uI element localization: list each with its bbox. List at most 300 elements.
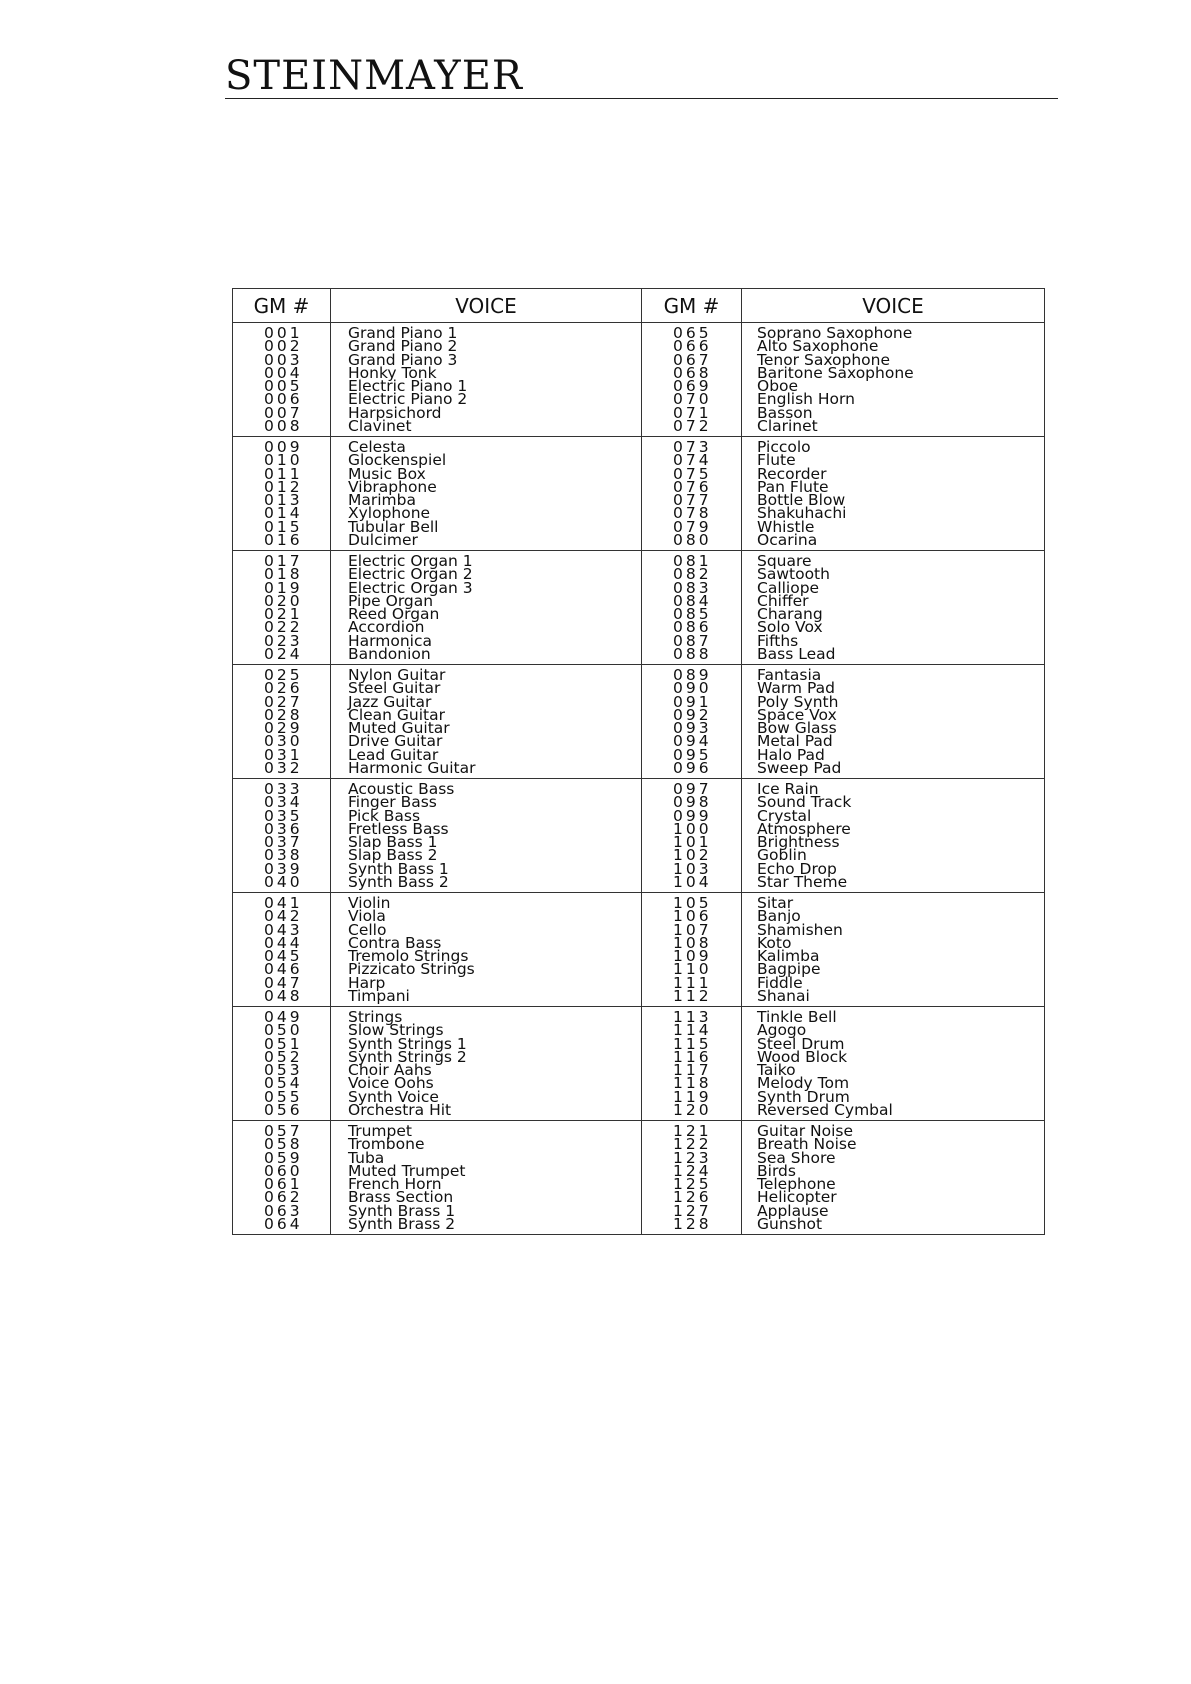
gm-number: 025 — [264, 666, 303, 684]
gm-number: 092 — [673, 705, 712, 724]
voice-name: Sweep Pad — [757, 759, 842, 778]
gm-number: 004 — [264, 363, 303, 382]
voice-name: Oboe — [757, 377, 799, 396]
gm-number: 110 — [673, 960, 712, 979]
gm-number: 108 — [673, 933, 712, 952]
gm-number: 050 — [264, 1021, 303, 1040]
voice-name: Sitar — [757, 894, 794, 912]
voice-name: Echo Drop — [757, 859, 837, 878]
voice-list-right — [742, 437, 1045, 551]
voice-name: Synth Strings 2 — [348, 1047, 467, 1066]
gm-number: 038 — [264, 846, 303, 865]
voice-name: Muted Trumpet — [348, 1161, 466, 1180]
gm-number: 079 — [673, 517, 712, 536]
gm-number: 094 — [673, 732, 712, 751]
voice-name: Goblin — [757, 846, 807, 865]
gm-number: 030 — [264, 732, 303, 751]
voice-name: Tubular Bell — [348, 517, 439, 536]
gm-number: 035 — [264, 806, 303, 825]
voice-name: Shakuhachi — [757, 504, 847, 523]
gm-number-list-left — [233, 665, 331, 779]
voice-name: Slow Strings — [348, 1021, 444, 1040]
voice-list-left — [331, 893, 642, 1007]
voice-name: Chiffer — [757, 591, 809, 610]
voice-name: Ice Rain — [757, 780, 819, 798]
gm-number: 105 — [673, 894, 712, 912]
header-voice-left: VOICE — [331, 289, 642, 323]
gm-number: 100 — [673, 819, 712, 838]
gm-number: 101 — [673, 833, 712, 852]
voice-name: Cello — [348, 920, 387, 939]
gm-number: 063 — [264, 1201, 303, 1220]
voice-name: Banjo — [757, 907, 801, 926]
voice-name: Helicopter — [757, 1188, 837, 1207]
gm-number: 104 — [673, 873, 712, 892]
voice-name: French Horn — [348, 1175, 442, 1194]
gm-number-list-right — [642, 779, 742, 893]
voice-name: Fretless Bass — [348, 819, 449, 838]
voice-name: Contra Bass — [348, 933, 442, 952]
gm-number: 026 — [264, 679, 303, 698]
voice-name: Calliope — [757, 578, 820, 597]
gm-number: 076 — [673, 477, 712, 496]
voice-name: Grand Piano 3 — [348, 350, 458, 369]
voice-name: Kalimba — [757, 947, 820, 966]
voice-name: Agogo — [757, 1021, 807, 1040]
gm-number: 081 — [673, 552, 712, 570]
voice-list-right — [742, 1007, 1045, 1121]
voice-name: Bandonion — [348, 645, 431, 664]
voice-name: Breath Noise — [757, 1135, 857, 1154]
voice-name: Electric Organ 2 — [348, 565, 473, 584]
gm-number: 023 — [264, 631, 303, 650]
gm-number: 010 — [264, 451, 303, 470]
voice-name: Dulcimer — [348, 531, 418, 550]
gm-number: 120 — [673, 1101, 712, 1120]
gm-number-list-left — [233, 323, 331, 437]
gm-number: 051 — [264, 1034, 303, 1053]
gm-number: 049 — [264, 1008, 303, 1026]
voice-name: Tenor Saxophone — [757, 350, 890, 369]
gm-number: 033 — [264, 780, 303, 798]
gm-number: 029 — [264, 719, 303, 738]
voice-name: Harpsichord — [348, 403, 442, 422]
voice-list-left — [331, 551, 642, 665]
voice-name: Timpani — [348, 987, 410, 1006]
table-row — [233, 551, 1045, 665]
gm-number: 065 — [673, 324, 712, 342]
gm-number: 096 — [673, 759, 712, 778]
gm-number: 016 — [264, 531, 303, 550]
voice-name: Grand Piano 1 — [348, 324, 458, 342]
gm-number: 044 — [264, 933, 303, 952]
gm-number-list-right — [642, 437, 742, 551]
voice-name: Glockenspiel — [348, 451, 447, 470]
gm-number: 022 — [264, 618, 303, 637]
gm-number: 119 — [673, 1087, 712, 1106]
gm-number: 102 — [673, 846, 712, 865]
gm-number: 107 — [673, 920, 712, 939]
gm-number: 069 — [673, 377, 712, 396]
voice-name: Viola — [348, 907, 386, 926]
gm-number: 054 — [264, 1074, 303, 1093]
gm-number: 098 — [673, 793, 712, 812]
voice-name: Violin — [348, 894, 391, 912]
voice-name: Bass Lead — [757, 645, 836, 664]
header-gm-number-right: GM # — [642, 289, 742, 323]
gm-number: 067 — [673, 350, 712, 369]
voice-name: Choir Aahs — [348, 1061, 432, 1080]
gm-number: 059 — [264, 1148, 303, 1167]
gm-number: 095 — [673, 745, 712, 764]
voice-name: Alto Saxophone — [757, 337, 879, 356]
gm-number: 060 — [264, 1161, 303, 1180]
gm-number-list-right — [642, 1007, 742, 1121]
gm-number: 037 — [264, 833, 303, 852]
voice-name: Muted Guitar — [348, 719, 450, 738]
voice-name: Synth Brass 1 — [348, 1201, 456, 1220]
voice-name: Sound Track — [757, 793, 852, 812]
gm-number: 075 — [673, 464, 712, 483]
gm-number-list-left — [233, 437, 331, 551]
gm-number: 006 — [264, 390, 303, 409]
table-row — [233, 893, 1045, 1007]
voice-name: Clavinet — [348, 417, 412, 436]
gm-number: 041 — [264, 894, 303, 912]
gm-number: 089 — [673, 666, 712, 684]
voice-name: Pizzicato Strings — [348, 960, 475, 979]
voice-name: Steel Drum — [757, 1034, 845, 1053]
gm-number: 002 — [264, 337, 303, 356]
voice-name: Orchestra Hit — [348, 1101, 452, 1120]
voice-name: Xylophone — [348, 504, 431, 523]
gm-number: 114 — [673, 1021, 712, 1040]
header-gm-number-left: GM # — [233, 289, 331, 323]
gm-number: 001 — [264, 324, 303, 342]
gm-number: 121 — [673, 1122, 712, 1140]
gm-number: 083 — [673, 578, 712, 597]
gm-number: 066 — [673, 337, 712, 356]
table-row — [233, 665, 1045, 779]
voice-name: Bow Glass — [757, 719, 837, 738]
gm-number: 020 — [264, 591, 303, 610]
voice-name: Tremolo Strings — [348, 947, 469, 966]
voice-name: Strings — [348, 1008, 403, 1026]
gm-number: 015 — [264, 517, 303, 536]
gm-number: 007 — [264, 403, 303, 422]
gm-number-list-right — [642, 665, 742, 779]
voice-name: Metal Pad — [757, 732, 833, 751]
voice-name: Harmonica — [348, 631, 432, 650]
gm-number: 127 — [673, 1201, 712, 1220]
voice-list-left — [331, 323, 642, 437]
gm-number: 045 — [264, 947, 303, 966]
gm-number: 012 — [264, 477, 303, 496]
gm-number: 126 — [673, 1188, 712, 1207]
gm-number: 032 — [264, 759, 303, 778]
gm-number: 036 — [264, 819, 303, 838]
voice-list-left — [331, 1007, 642, 1121]
voice-list-right — [742, 323, 1045, 437]
voice-name: Bottle Blow — [757, 491, 846, 510]
gm-number: 068 — [673, 363, 712, 382]
voice-name: Pan Flute — [757, 477, 829, 496]
voice-name: Space Vox — [757, 705, 837, 724]
gm-number: 116 — [673, 1047, 712, 1066]
gm-number: 047 — [264, 973, 303, 992]
gm-number: 031 — [264, 745, 303, 764]
voice-name: Guitar Noise — [757, 1122, 854, 1140]
table-row — [233, 437, 1045, 551]
gm-number: 003 — [264, 350, 303, 369]
voice-list-left — [331, 779, 642, 893]
gm-number: 071 — [673, 403, 712, 422]
header-divider — [225, 98, 1058, 99]
voice-list-right — [742, 779, 1045, 893]
gm-voice-table — [232, 288, 1045, 1235]
voice-name: Reed Organ — [348, 605, 440, 624]
header-voice-right: VOICE — [742, 289, 1045, 323]
gm-number: 112 — [673, 987, 712, 1006]
voice-name: Trombone — [348, 1135, 425, 1154]
voice-name: Synth Bass 1 — [348, 859, 449, 878]
voice-name: Vibraphone — [348, 477, 437, 496]
voice-name: Electric Piano 2 — [348, 390, 468, 409]
gm-number: 106 — [673, 907, 712, 926]
gm-number: 048 — [264, 987, 303, 1006]
voice-name: Shamishen — [757, 920, 843, 939]
voice-name: Brass Section — [348, 1188, 454, 1207]
voice-name: Electric Organ 1 — [348, 552, 473, 570]
gm-number: 118 — [673, 1074, 712, 1093]
voice-name: Marimba — [348, 491, 416, 510]
gm-number: 008 — [264, 417, 303, 436]
gm-number: 064 — [264, 1215, 303, 1234]
voice-name: Shanai — [757, 987, 810, 1006]
gm-number: 062 — [264, 1188, 303, 1207]
table-row — [233, 323, 1045, 437]
voice-name: Charang — [757, 605, 823, 624]
voice-name: Slap Bass 1 — [348, 833, 438, 852]
voice-name: Gunshot — [757, 1215, 823, 1234]
gm-number: 027 — [264, 692, 303, 711]
gm-number: 052 — [264, 1047, 303, 1066]
gm-number: 093 — [673, 719, 712, 738]
voice-name: Fantasia — [757, 666, 822, 684]
gm-number: 099 — [673, 806, 712, 825]
gm-number: 057 — [264, 1122, 303, 1140]
gm-number: 123 — [673, 1148, 712, 1167]
gm-number: 078 — [673, 504, 712, 523]
gm-number: 046 — [264, 960, 303, 979]
gm-number-list-left — [233, 551, 331, 665]
gm-number: 021 — [264, 605, 303, 624]
voice-name: Music Box — [348, 464, 426, 483]
gm-number: 040 — [264, 873, 303, 892]
gm-number: 072 — [673, 417, 712, 436]
table-row — [233, 779, 1045, 893]
voice-name: Synth Bass 2 — [348, 873, 449, 892]
voice-name: Crystal — [757, 806, 812, 825]
gm-number: 091 — [673, 692, 712, 711]
voice-name: Synth Strings 1 — [348, 1034, 467, 1053]
voice-name: Jazz Guitar — [348, 692, 432, 711]
voice-name: Nylon Guitar — [348, 666, 446, 684]
voice-name: Harmonic Guitar — [348, 759, 476, 778]
table-body — [233, 323, 1045, 1235]
voice-name: Acoustic Bass — [348, 780, 455, 798]
gm-number: 113 — [673, 1008, 712, 1026]
gm-number-list-left — [233, 1007, 331, 1121]
gm-number: 117 — [673, 1061, 712, 1080]
voice-name: Sea Shore — [757, 1148, 836, 1167]
gm-number: 061 — [264, 1175, 303, 1194]
table-row — [233, 1007, 1045, 1121]
gm-number: 097 — [673, 780, 712, 798]
gm-number: 055 — [264, 1087, 303, 1106]
gm-number: 056 — [264, 1101, 303, 1120]
voice-name: Pick Bass — [348, 806, 421, 825]
voice-name: Fifths — [757, 631, 799, 650]
voice-name: Lead Guitar — [348, 745, 439, 764]
voice-name: Wood Block — [757, 1047, 848, 1066]
table-header-row — [233, 289, 1045, 323]
gm-number: 086 — [673, 618, 712, 637]
gm-number: 053 — [264, 1061, 303, 1080]
voice-name: Drive Guitar — [348, 732, 443, 751]
gm-number: 013 — [264, 491, 303, 510]
gm-number: 087 — [673, 631, 712, 650]
voice-name: Tuba — [348, 1148, 385, 1167]
gm-number: 009 — [264, 438, 303, 456]
gm-number: 103 — [673, 859, 712, 878]
voice-name: Piccolo — [757, 438, 811, 456]
voice-list-left — [331, 665, 642, 779]
voice-name: Steel Guitar — [348, 679, 441, 698]
voice-name: Grand Piano 2 — [348, 337, 458, 356]
gm-number: 115 — [673, 1034, 712, 1053]
voice-name: Solo Vox — [757, 618, 823, 637]
voice-name: Poly Synth — [757, 692, 839, 711]
gm-number-list-left — [233, 893, 331, 1007]
voice-name: Applause — [757, 1201, 829, 1220]
voice-name: Voice Oohs — [348, 1074, 434, 1093]
voice-name: English Horn — [757, 390, 855, 409]
gm-number: 111 — [673, 973, 712, 992]
gm-number: 005 — [264, 377, 303, 396]
voice-name: Synth Drum — [757, 1087, 850, 1106]
voice-name: Tinkle Bell — [757, 1008, 837, 1026]
gm-number: 128 — [673, 1215, 712, 1234]
voice-name: Brightness — [757, 833, 840, 852]
voice-list-right — [742, 1121, 1045, 1235]
gm-number-list-right — [642, 893, 742, 1007]
voice-name: Basson — [757, 403, 813, 422]
brand-logo: STEINMAYER — [225, 53, 524, 99]
gm-number-list-left — [233, 1121, 331, 1235]
voice-list-left — [331, 437, 642, 551]
voice-list-right — [742, 665, 1045, 779]
voice-name: Square — [757, 552, 812, 570]
voice-name: Celesta — [348, 438, 406, 456]
gm-number: 074 — [673, 451, 712, 470]
voice-name: Warm Pad — [757, 679, 835, 698]
voice-list-left — [331, 1121, 642, 1235]
gm-number: 058 — [264, 1135, 303, 1154]
gm-number: 080 — [673, 531, 712, 550]
gm-number: 070 — [673, 390, 712, 409]
voice-list-right — [742, 893, 1045, 1007]
gm-number: 122 — [673, 1135, 712, 1154]
voice-name: Birds — [757, 1161, 796, 1180]
gm-number: 011 — [264, 464, 303, 483]
voice-name: Halo Pad — [757, 745, 825, 764]
gm-number: 084 — [673, 591, 712, 610]
gm-number: 024 — [264, 645, 303, 664]
voice-name: Ocarina — [757, 531, 818, 550]
gm-number: 073 — [673, 438, 712, 456]
gm-number: 014 — [264, 504, 303, 523]
voice-name: Slap Bass 2 — [348, 846, 438, 865]
voice-name: Soprano Saxophone — [757, 324, 913, 342]
voice-name: Accordion — [348, 618, 425, 637]
voice-name: Finger Bass — [348, 793, 437, 812]
voice-name: Fiddle — [757, 973, 803, 992]
gm-number: 090 — [673, 679, 712, 698]
gm-number: 085 — [673, 605, 712, 624]
gm-number: 125 — [673, 1175, 712, 1194]
voice-name: Taiko — [757, 1061, 796, 1080]
gm-number: 082 — [673, 565, 712, 584]
voice-name: Electric Piano 1 — [348, 377, 468, 396]
gm-number: 017 — [264, 552, 303, 570]
voice-name: Telephone — [757, 1175, 836, 1194]
voice-name: Star Theme — [757, 873, 848, 892]
voice-name: Pipe Organ — [348, 591, 434, 610]
gm-number: 077 — [673, 491, 712, 510]
voice-name: Flute — [757, 451, 796, 470]
gm-number: 088 — [673, 645, 712, 664]
voice-name: Electric Organ 3 — [348, 578, 473, 597]
voice-name: Recorder — [757, 464, 827, 483]
voice-name: Atmosphere — [757, 819, 851, 838]
voice-name: Melody Tom — [757, 1074, 850, 1093]
voice-name: Bagpipe — [757, 960, 821, 979]
gm-number: 109 — [673, 947, 712, 966]
gm-number: 039 — [264, 859, 303, 878]
voice-name: Whistle — [757, 517, 815, 536]
gm-number: 042 — [264, 907, 303, 926]
voice-name: Synth Brass 2 — [348, 1215, 456, 1234]
gm-number-list-left — [233, 779, 331, 893]
gm-number-list-right — [642, 323, 742, 437]
voice-name: Harp — [348, 973, 386, 992]
voice-name: Clean Guitar — [348, 705, 446, 724]
voice-name: Koto — [757, 933, 792, 952]
gm-number-list-right — [642, 551, 742, 665]
voice-name: Synth Voice — [348, 1087, 439, 1106]
gm-number-list-right — [642, 1121, 742, 1235]
gm-number: 043 — [264, 920, 303, 939]
voice-name: Clarinet — [757, 417, 818, 436]
voice-name: Reversed Cymbal — [757, 1101, 893, 1120]
voice-name: Honky Tonk — [348, 363, 437, 382]
gm-number: 124 — [673, 1161, 712, 1180]
voice-name: Baritone Saxophone — [757, 363, 914, 382]
gm-number: 028 — [264, 705, 303, 724]
gm-number: 019 — [264, 578, 303, 597]
gm-number: 018 — [264, 565, 303, 584]
